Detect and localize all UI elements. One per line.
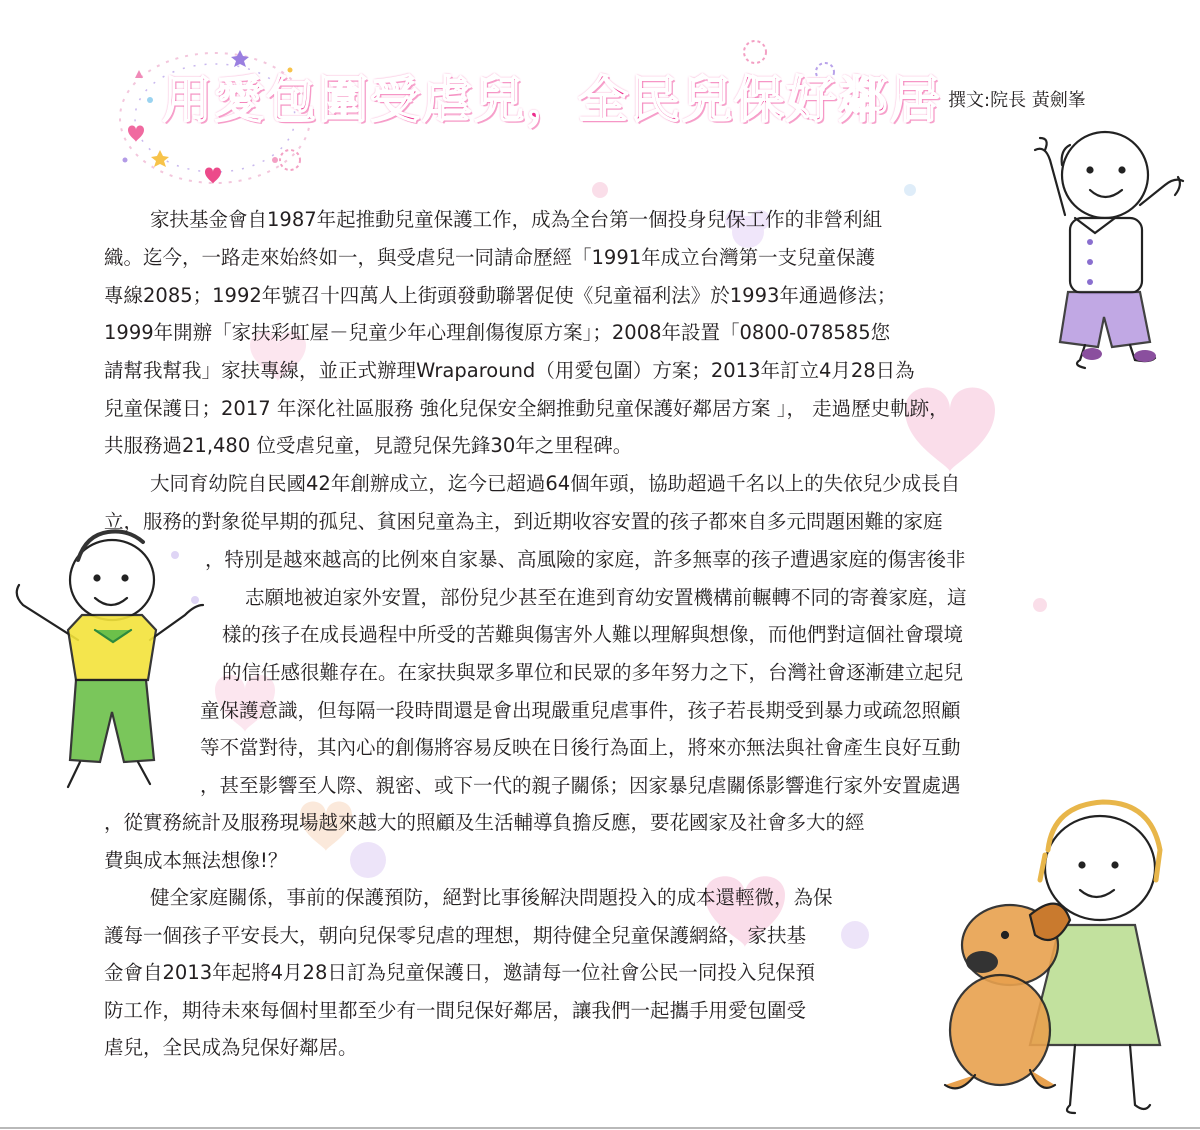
article-line: 健全家庭關係，事前的保護預防，絕對比事後解決問題投入的成本還輕微，為保 <box>150 886 833 909</box>
article-line: 家扶基金會自1987年起推動兒童保護工作，成為全台第一個投身兒保工作的非營利組 <box>150 208 883 231</box>
article-author: 撰文:院長 黃劍峯 <box>948 90 1086 111</box>
article-line: 金會自2013年起將4月28日訂為兒童保護日，邀請每一位社會公民一同投入兒保預 <box>104 961 815 984</box>
bottom-divider <box>0 1127 1200 1129</box>
article-line: ，甚至影響至人際、親密、或下一代的親子關係；因家暴兒虐關係影響進行家外安置處遇 <box>200 774 961 797</box>
article-line: 童保護意識，但每隔一段時間還是會出現嚴重兒虐事件，孩子若長期受到暴力或疏忽照顧 <box>200 699 961 722</box>
girl-with-dog-illustration <box>945 802 1160 1113</box>
article-line: 立，服務的對象從早期的孤兒、貧困兒童為主，到近期收容安置的孩子都來自多元問題困難的家庭 <box>104 510 943 533</box>
article-line: 兒童保護日；2017 年深化社區服務 強化兒保安全網推動兒童保護好鄰居方案 」， 走過歷史軌跡， <box>104 397 949 420</box>
article-line: 1999年開辦「家扶彩虹屋－兒童少年心理創傷復原方案」；2008年設置「0800-078585您 <box>104 321 891 344</box>
article-line: 護每一個孩子平安長大，朝向兒保零兒虐的理想，期待健全兒童保護網絡，家扶基 <box>104 924 807 947</box>
waving-boy-purple-shorts-illustration <box>1035 132 1183 368</box>
article-line: 的信任感很難存在。在家扶與眾多單位和民眾的多年努力之下，台灣社會逐漸建立起兒 <box>222 661 964 684</box>
article-line: 共服務過21,480 位受虐兒童，見證兒保先鋒30年之里程碑。 <box>104 434 633 457</box>
article-line: 防工作，期待未來每個村里都至少有一間兒保好鄰居，讓我們一起攜手用愛包圍受 <box>104 999 807 1022</box>
article-title: 用愛包圍受虐兒，全民兒保好鄰居 <box>162 71 942 129</box>
article-line: 樣的孩子在成長過程中所受的苦難與傷害外人難以理解與想像，而他們對這個社會環境 <box>222 623 964 646</box>
article-line: ，特別是越來越高的比例來自家暴、高風險的家庭，許多無辜的孩子遭遇家庭的傷害後非 <box>205 548 966 571</box>
article-line: 虐兒，全民成為兒保好鄰居。 <box>104 1036 358 1059</box>
article-line: 大同育幼院自民國42年創辦成立，迄今已超過64個年頭，協助超過千名以上的失依兒少成長自 <box>150 472 961 495</box>
article-line: 請幫我幫我」家扶專線，並正式辦理Wraparound（用愛包圍）方案；2013年訂立4月28日為 <box>104 359 915 382</box>
article-line: 織。迄今，一路走來始終如一，與受虐兒一同請命歷經「1991年成立台灣第一支兒童保護 <box>104 246 876 269</box>
article-line: 等不當對待，其內心的創傷將容易反映在日後行為面上，將來亦無法與社會產生良好互動 <box>200 736 961 759</box>
article-line: ，從實務統計及服務現場越來越大的照顧及生活輔導負擔反應，要花國家及社會多大的經 <box>104 811 865 834</box>
article-line: 費與成本無法想像!？ <box>104 849 288 872</box>
waving-boy-yellow-shirt-illustration <box>17 531 203 787</box>
article-line: 志願地被迫家外安置，部份兒少甚至在進到育幼安置機構前輾轉不同的寄養家庭，這 <box>245 586 967 609</box>
article-line: 專線2085；1992年號召十四萬人上街頭發動聯署促使《兒童福利法》於1993年通過修法； <box>104 284 897 307</box>
